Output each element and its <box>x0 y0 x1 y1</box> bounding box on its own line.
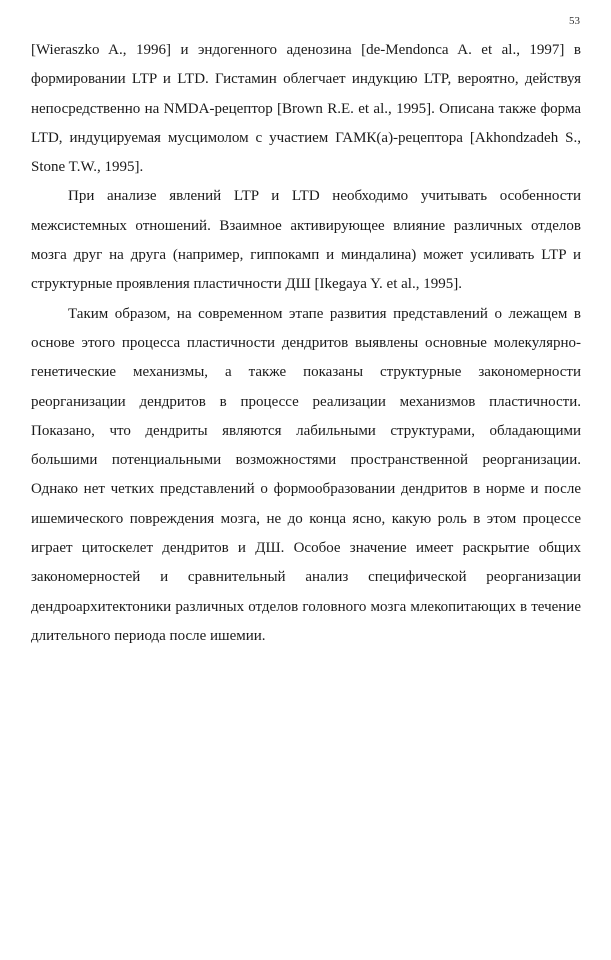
paragraph-ltp-ltd-analysis: При анализе явлений LTP и LTD необходимо учитывать особенности межсистемных отношений. Взаимное активирующее влияние различных отделов мозга друг на друга (например, гиппокамп и миндалина) может усиливать LTP и структурные проявления пластичности ДШ [Ikegaya Y. et al., 1995]. <box>31 188 581 293</box>
page-number: 53 <box>569 15 580 27</box>
paragraph-continuation: [Wieraszko A., 1996] и эндогенного аденозина [de-Mendonca A. et al., 1997] в формировании LTP и LTD. Гистамин облегчает индукцию LTP, вероятно, действуя непосредственно на NMDA-рецептор [Brown R.E. et al., 1995]. Описана также форма LTD, индуцируемая мусцимолом с участием ГАМК(а)-рецептора [Akhondzadeh S., Stone T.W., 1995]. <box>31 42 581 176</box>
body-text <box>31 36 581 651</box>
paragraph-conclusion: Таким образом, на современном этапе развития представлений о лежащем в основе этого процесса пластичности дендритов выявлены основные молекулярно-генетические механизмы, а также показаны структурные закономерности реорганизации дендритов в процессе реализации механизмов пластичности. Показано, что дендриты являются лабильными структурами, обладающими большими потенциальными возможностями пространственной реорганизации. Однако нет четких представлений о формообразовании дендритов в норме и после ишемического повреждения мозга, не до конца ясно, какую роль в этом процессе играет цитоскелет дендритов и ДШ. Особое значение имеет раскрытие общих закономерностей и сравнительный анализ специфической реорганизации дендроархитектоники различных отделов головного мозга млекопитающих в течение длительного периода после ишемии. <box>31 305 581 644</box>
